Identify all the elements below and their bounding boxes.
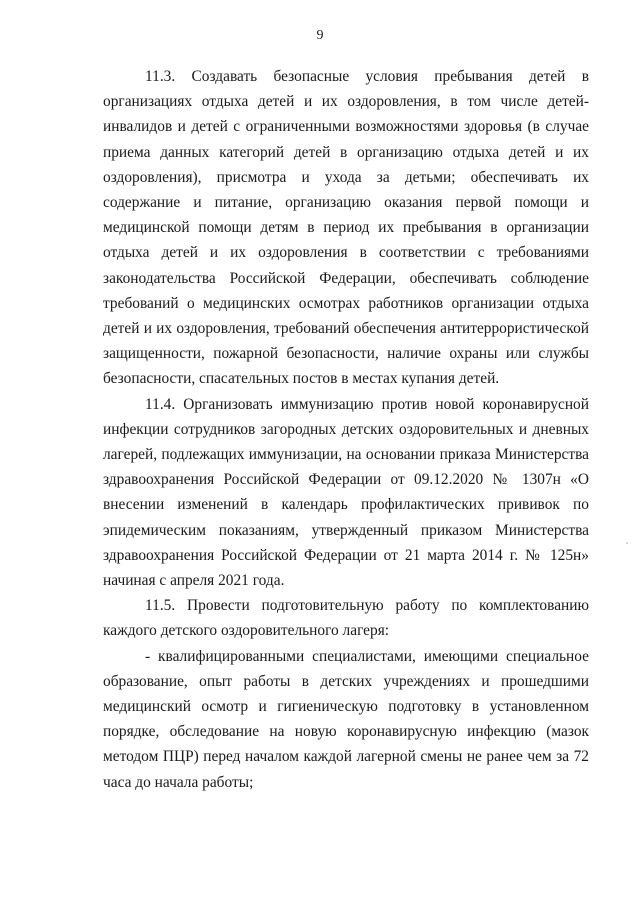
- paragraph-11-4: 11.4. Организовать иммунизацию против новой коронавирусной инфекции сотрудников загородных детских оздоровительных и дневных лагерей, подлежащих иммунизации, на основании приказа Министерства здравоохранения Российской Федерации от 09.12.2020 № 1307н «О внесении изменений в календарь профилактических прививок по эпидемическим показаниям, утвержденный приказом Министерства здравоохранения Российской Федерации от 21 марта 2014 г. № 125н» начиная с апреля 2021 года.: [103, 395, 589, 590]
- paragraph-11-5-list-item: - квалифицированными специалистами, имеющими специальное образование, опыт работы в детских учреждениях и прошедшими медицинский осмотр и гигиеническую подготовку в установленном порядке, обследование на новую коронавирусную инфекцию (мазок методом ПЦР) перед началом каждой лагерной смены не ранее чем за 72 часа до начала работы;: [103, 647, 589, 791]
- paragraph-11-3: 11.3. Создавать безопасные условия пребывания детей в организациях отдыха детей и их оздоровления, в том числе детей-инвалидов и детей с ограниченными возможностями здоровья (в случае приема данных категорий детей в организацию отдыха детей и их оздоровления), присмотра и ухода за детьми; обеспечивать их содержание и питание, организацию оказания первой помощи и медицинской помощи детям в период их пребывания в организации отдыха детей и их оздоровления в соответствии с требованиями законодательства Российской Федерации, обеспечивать соблюдение требований о медицинских осмотрах работников организации отдыха детей и их оздоровления, требований обеспечения антитеррористической защищенности, пожарной безопасности, наличие охраны или службы безопасности, спасательных постов в местах купания детей.: [103, 68, 589, 388]
- paragraph-11-5: 11.5. Провести подготовительную работу по комплектованию каждого детского оздоровительного лагеря:: [103, 597, 589, 640]
- document-body: [103, 64, 589, 795]
- scan-speck: [626, 542, 628, 544]
- page-number: 9: [316, 28, 324, 43]
